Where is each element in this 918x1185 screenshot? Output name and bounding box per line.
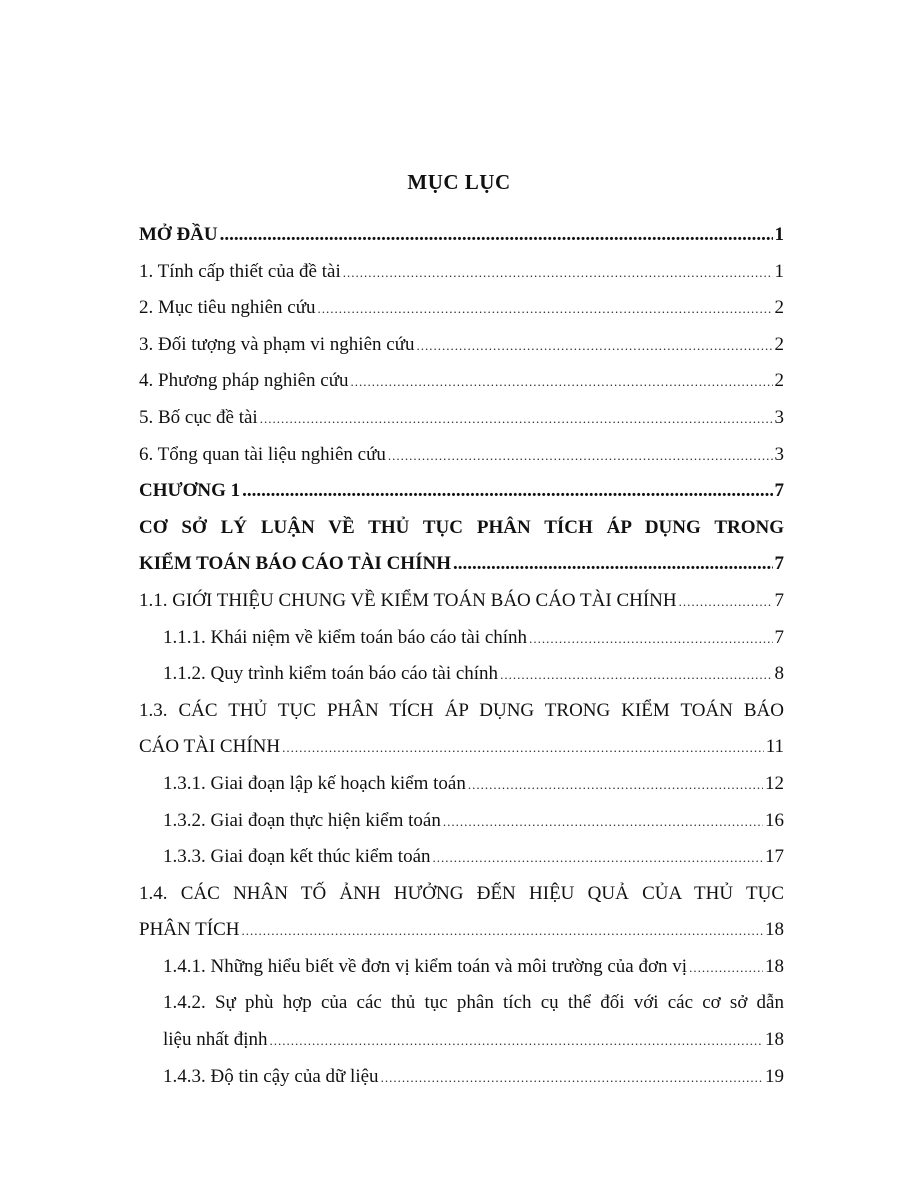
toc-entry-page: 11	[765, 736, 784, 758]
toc-entry[interactable]	[139, 407, 784, 444]
toc-entry[interactable]	[139, 261, 784, 298]
toc-entry-label: 1.3.2. Giai đoạn thực hiện kiểm toán	[163, 809, 441, 831]
toc-entry-page: 18	[765, 955, 784, 977]
toc-entry-page: 3	[774, 406, 784, 428]
toc-entry-label: 6. Tổng quan tài liệu nghiên cứu	[139, 443, 386, 465]
dot-leader	[282, 740, 764, 756]
toc-entry-label: 1.4.3. Độ tin cậy của dữ liệu	[163, 1065, 379, 1087]
toc-entry-page: 16	[765, 809, 784, 831]
toc-entry-page: 3	[774, 443, 784, 465]
toc-entry-page: 7	[774, 589, 784, 611]
dot-leader	[679, 594, 773, 610]
toc-entry[interactable]	[139, 590, 784, 627]
toc-entry-wrapped-line[interactable]: 1.4. CÁC NHÂN TỐ ẢNH HƯỞNG ĐẾN HIỆU QUẢ CỦA THỦ TỤC	[139, 882, 784, 904]
toc-entry[interactable]	[139, 810, 784, 847]
toc-entry-label: 3. Đối tượng và phạm vi nghiên cứu	[139, 333, 415, 355]
toc-entry-page: 18	[765, 919, 784, 941]
toc-entry-wrapped-line[interactable]: 1.4.2. Sự phù hợp của các thủ tục phân tích cụ thể đối với các cơ sở dẫn	[163, 992, 784, 1014]
table-of-contents	[139, 224, 784, 1102]
toc-entry[interactable]	[139, 1066, 784, 1103]
dot-leader	[500, 667, 772, 683]
dot-leader	[351, 374, 773, 390]
dot-leader	[443, 814, 763, 830]
dot-leader	[388, 448, 773, 464]
toc-entry-label: MỞ ĐẦU	[139, 224, 218, 245]
toc-entry[interactable]	[139, 480, 784, 517]
toc-entry-page: 19	[765, 1065, 784, 1087]
toc-entry-label: 1.3.1. Giai đoạn lập kế hoạch kiểm toán	[163, 772, 466, 794]
toc-entry-page: 1	[774, 260, 784, 282]
toc-entry-page: 2	[774, 333, 784, 355]
toc-entry-label: 5. Bố cục đề tài	[139, 406, 258, 428]
toc-entry-label: 1.3.3. Giai đoạn kết thúc kiểm toán	[163, 846, 431, 868]
dot-leader	[417, 338, 773, 354]
dot-leader	[343, 265, 773, 281]
dot-leader	[381, 1070, 763, 1086]
dot-leader	[689, 960, 763, 976]
toc-entry[interactable]	[139, 736, 784, 773]
toc-entry-label: 1. Tính cấp thiết của đề tài	[139, 260, 341, 282]
toc-entry[interactable]	[139, 1029, 784, 1066]
dot-leader	[260, 411, 773, 427]
toc-entry-label: 4. Phương pháp nghiên cứu	[139, 370, 349, 392]
toc-entry-page: 7	[774, 626, 784, 648]
toc-entry-page: 12	[765, 772, 784, 794]
toc-entry-page: 8	[774, 663, 784, 685]
toc-entry-label: liệu nhất định	[163, 1029, 268, 1051]
toc-entry[interactable]	[139, 919, 784, 956]
toc-entry-page: 7	[774, 480, 784, 502]
toc-entry[interactable]	[139, 773, 784, 810]
toc-entry[interactable]	[139, 663, 784, 700]
toc-entry[interactable]	[139, 553, 784, 590]
toc-entry-label: 1.1.2. Quy trình kiểm toán báo cáo tài chính	[163, 663, 499, 685]
toc-entry-page: 2	[774, 370, 784, 392]
toc-entry-page: 18	[765, 1029, 784, 1051]
dot-leader	[269, 1033, 763, 1049]
toc-entry-label: KIỂM TOÁN BÁO CÁO TÀI CHÍNH	[139, 553, 451, 575]
toc-entry[interactable]	[139, 444, 784, 481]
toc-entry-page: 2	[774, 297, 784, 319]
toc-entry-label: 1.4.1. Những hiểu biết về đơn vị kiểm toán và môi trường của đơn vị	[163, 955, 688, 977]
toc-entry[interactable]	[139, 627, 784, 664]
toc-entry-page: 7	[774, 553, 784, 575]
dot-leader	[433, 850, 763, 866]
dot-leader	[241, 923, 763, 939]
toc-entry-page: 1	[774, 224, 784, 245]
toc-entry[interactable]	[139, 370, 784, 407]
dot-leader	[468, 777, 763, 793]
toc-entry-label: 2. Mục tiêu nghiên cứu	[139, 297, 316, 319]
toc-entry[interactable]	[139, 334, 784, 371]
toc-entry-wrapped-line[interactable]: 1.3. CÁC THỦ TỤC PHÂN TÍCH ÁP DỤNG TRONG KIỂM TOÁN BÁO	[139, 699, 784, 721]
toc-entry[interactable]	[139, 297, 784, 334]
toc-entry[interactable]	[139, 846, 784, 883]
toc-entry-label: PHÂN TÍCH	[139, 919, 240, 941]
toc-entry[interactable]	[139, 224, 784, 261]
toc-entry-label: 1.1. GIỚI THIỆU CHUNG VỀ KIỂM TOÁN BÁO CÁO TÀI CHÍNH	[139, 589, 677, 611]
dot-leader	[242, 480, 772, 502]
toc-title: MỤC LỤC	[407, 170, 511, 194]
toc-entry-label: 1.1.1. Khái niệm về kiểm toán báo cáo tài chính	[163, 626, 528, 648]
toc-entry-page: 17	[765, 846, 784, 868]
dot-leader	[453, 553, 773, 575]
dot-leader	[529, 631, 772, 647]
toc-entry-label: CHƯƠNG 1	[139, 480, 241, 502]
dot-leader	[318, 301, 773, 317]
dot-leader	[220, 224, 773, 246]
toc-entry-label: CÁO TÀI CHÍNH	[139, 736, 281, 758]
toc-entry[interactable]	[139, 956, 784, 993]
toc-entry-wrapped-line[interactable]: CƠ SỞ LÝ LUẬN VỀ THỦ TỤC PHÂN TÍCH ÁP DỤNG TRONG	[139, 516, 784, 538]
